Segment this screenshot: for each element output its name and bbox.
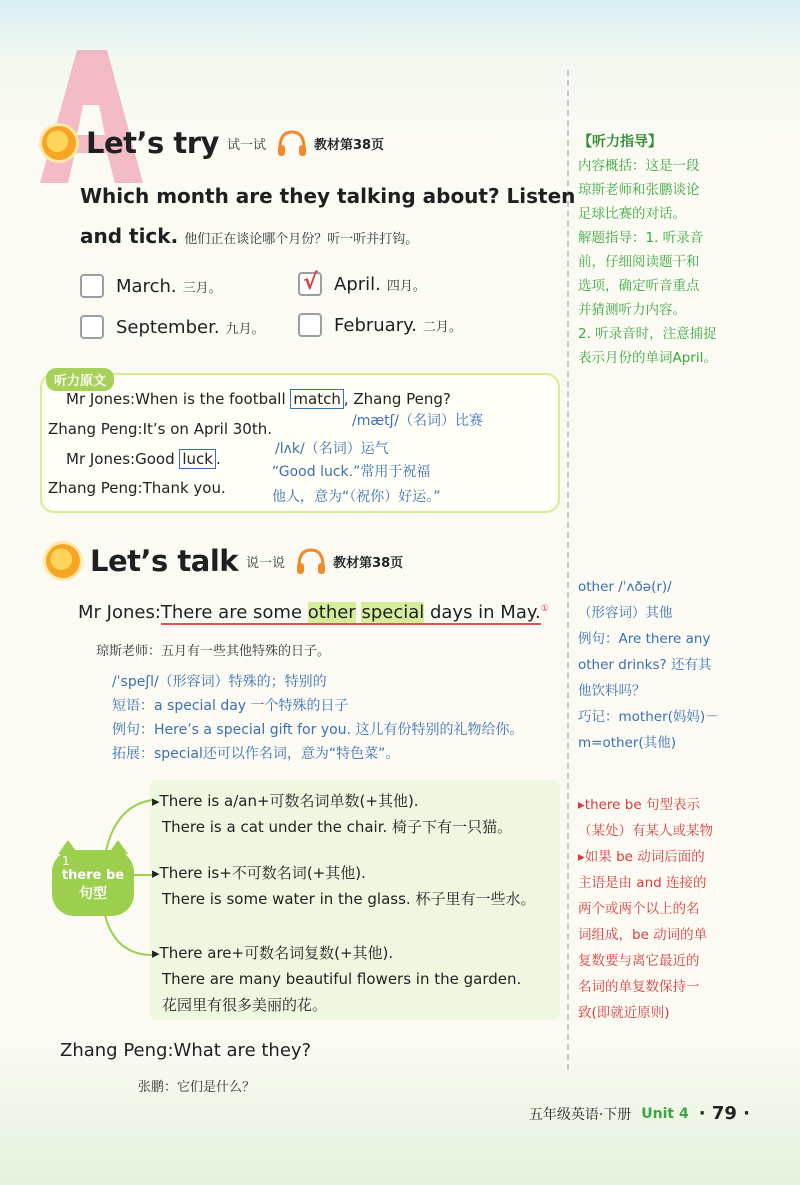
- question-en-2: and tick.: [80, 224, 179, 248]
- option-cn: 四月。: [386, 278, 426, 294]
- guide-line: 内容概括：这是一段: [578, 158, 700, 174]
- guide-line: 并猜测听力内容。: [578, 302, 686, 318]
- lets-talk-book-ref: 教材第38页: [333, 555, 404, 571]
- lets-talk-title: Let’s talk: [90, 544, 239, 578]
- badge-ear: [58, 840, 78, 854]
- grammar-note-line: ▸there be 句型表示: [578, 797, 700, 813]
- checkbox-february[interactable]: [298, 313, 322, 337]
- talk-line-1-cn: 琼斯老师：五月有一些其他特殊的日子。: [96, 644, 331, 659]
- book-title: 五年级英语·下册: [528, 1106, 632, 1123]
- listening-guide: [578, 130, 748, 370]
- option-label: April.: [334, 273, 381, 295]
- grammar-note-line: 词组成，be 动词的单: [578, 927, 708, 943]
- grammar-note-line: （某处）有某人或某物: [578, 823, 713, 839]
- word-match: match: [290, 389, 343, 409]
- sun-icon: [42, 126, 76, 160]
- other-line: 巧记：mother(妈妈)－: [578, 709, 719, 725]
- note-luck: /lʌk/（名词）运气: [275, 441, 389, 457]
- grammar-example: There is a cat under the chair. 椅子下有一只猫。: [162, 818, 513, 836]
- talk-line-2-cn: 张鹏：它们是什么？: [138, 1080, 256, 1095]
- there-be-note: [578, 792, 758, 1026]
- badge-line2: 句型: [79, 886, 107, 902]
- option-cn: 二月。: [422, 319, 462, 335]
- guide-line: 表示月份的单词April。: [578, 350, 717, 366]
- note-match: /mætʃ/（名词）比赛: [352, 413, 484, 429]
- option-cn: 三月。: [182, 280, 222, 296]
- question-line-1: Which month are they talking about? Listen: [80, 184, 576, 208]
- question-cn: 他们正在谈论哪个月份？听一听并打钩。: [184, 232, 419, 247]
- dialog-text: .: [215, 450, 221, 468]
- checkbox-september[interactable]: [80, 315, 104, 339]
- option-march[interactable]: [80, 274, 222, 298]
- other-line: （形容词）其他: [578, 605, 673, 621]
- grammar-note-line: ▸如果 be 动词后面的: [578, 849, 705, 865]
- grammar-note-line: 名词的单复数保持一: [578, 979, 700, 995]
- dialog-line-4: Zhang Peng:Thank you.: [48, 479, 226, 497]
- section-a-letter: [35, 45, 145, 185]
- note-good-luck-1: “Good luck.”常用于祝福: [272, 464, 431, 480]
- headphone-icon: [276, 128, 308, 158]
- badge-num: 1: [62, 854, 70, 868]
- note-phrase: 短语：a special day 一个特殊的日子: [112, 698, 349, 714]
- grammar-note-line: 致(即就近原则): [578, 1005, 670, 1021]
- grammar-example: There is some water in the glass. 杯子里有一些水。: [162, 890, 536, 908]
- lets-try-sub: 试一试: [226, 137, 266, 153]
- grammar-rule: ▸There is a/an+可数名词单数(+其他).: [152, 792, 419, 810]
- word-luck: luck: [179, 449, 216, 469]
- grammar-note-line: 两个或两个以上的名: [578, 901, 700, 917]
- badge-ear: [108, 840, 128, 854]
- grammar-item-1: [152, 788, 512, 840]
- talk-text: There are some: [160, 602, 308, 623]
- lets-try-book-ref: 教材第38页: [313, 137, 385, 153]
- note-good-luck-2: 他人，意为“（祝你）好运。”: [272, 489, 441, 505]
- grammar-note-line: 主语是由 and 连接的: [578, 875, 707, 891]
- word-other: other: [307, 602, 356, 623]
- dialog-text: When is the football: [135, 390, 291, 408]
- option-april[interactable]: [298, 272, 426, 296]
- question-line-2: [80, 224, 418, 248]
- speaker: Zhang Peng:: [60, 1040, 174, 1061]
- option-label: March.: [116, 275, 177, 297]
- talk-text: What are they?: [173, 1040, 312, 1061]
- lets-talk-sub: 说一说: [246, 555, 286, 571]
- listening-guide-head: 【听力指导】: [578, 134, 662, 150]
- note-special: /ˈspeʃl/（形容词）特殊的；特别的: [112, 674, 327, 690]
- column-divider: [567, 70, 569, 1070]
- other-line: 他饮料吗？: [578, 683, 646, 699]
- talk-line-2: [60, 1040, 311, 1061]
- word-special: special: [361, 602, 425, 623]
- note-extend: 拓展：special还可以作名词，意为“特色菜”。: [112, 746, 400, 762]
- other-line: m=other(其他): [578, 735, 676, 751]
- guide-line: 选项，确定听音重点: [578, 278, 700, 294]
- talk-sentence: [161, 602, 541, 625]
- option-february[interactable]: [298, 313, 462, 337]
- special-notes: [112, 670, 523, 766]
- other-line: other /ˈʌðə(r)/: [578, 579, 672, 595]
- other-line: other drinks? 还有其: [578, 657, 712, 673]
- badge-line1: there be: [61, 868, 125, 883]
- grammar-item-3: [152, 940, 521, 1018]
- guide-line: 琼斯老师和张鹏谈论: [578, 182, 700, 198]
- guide-line: 解题指导：1. 听录音: [578, 230, 704, 246]
- other-note: [578, 574, 748, 756]
- option-label: September.: [116, 316, 220, 338]
- dialog-line-2: Zhang Peng:It’s on April 30th.: [48, 420, 272, 438]
- lets-try-title: Let’s try: [86, 126, 219, 160]
- option-september[interactable]: [80, 315, 265, 339]
- lets-talk-header: [46, 544, 403, 578]
- checkbox-march[interactable]: [80, 274, 104, 298]
- checkbox-april[interactable]: [298, 272, 322, 296]
- dialog-text: Good: [135, 450, 180, 468]
- grammar-rule: ▸There are+可数名词复数(+其他).: [152, 944, 394, 962]
- grammar-note-line: 复数要与离它最近的: [578, 953, 700, 969]
- grammar-item-2: [152, 860, 535, 912]
- speaker: Mr Jones:: [78, 602, 161, 623]
- page-number: · 79 ·: [698, 1103, 750, 1124]
- note-example: 例句：Here’s a special gift for you. 这儿有份特别的礼物给你。: [112, 722, 524, 738]
- unit-tag: Unit 4: [641, 1105, 689, 1122]
- dialog-line-1: [66, 390, 451, 408]
- grammar-rule: ▸There is+不可数名词(+其他).: [152, 864, 366, 882]
- talk-text: days in May.: [424, 602, 541, 623]
- option-label: February.: [334, 314, 417, 336]
- footnote-mark: ①: [540, 604, 549, 614]
- listening-tag: 听力原文: [46, 368, 114, 391]
- there-be-badge: [52, 850, 134, 916]
- dialog-line-3: [66, 450, 221, 468]
- grammar-example-cn: 花园里有很多美丽的花。: [162, 996, 328, 1014]
- guide-line: 足球比赛的对话。: [578, 206, 686, 222]
- speaker: Mr Jones:: [66, 450, 136, 468]
- other-line: 例句：Are there any: [578, 631, 711, 647]
- option-cn: 九月。: [225, 321, 265, 337]
- page-footer: [529, 1103, 750, 1124]
- headphone-icon: [295, 546, 327, 576]
- guide-line: 前，仔细阅读题干和: [578, 254, 700, 270]
- lets-try-header: [42, 126, 384, 160]
- talk-line-1: [78, 602, 549, 623]
- guide-line: 2. 听录音时，注意捕捉: [578, 326, 717, 342]
- speaker: Mr Jones:: [66, 390, 136, 408]
- check-mark-icon: √: [303, 270, 318, 295]
- grammar-example: There are many beautiful flowers in the garden.: [162, 970, 522, 988]
- dialog-text: , Zhang Peng?: [343, 390, 451, 408]
- sun-icon: [46, 544, 80, 578]
